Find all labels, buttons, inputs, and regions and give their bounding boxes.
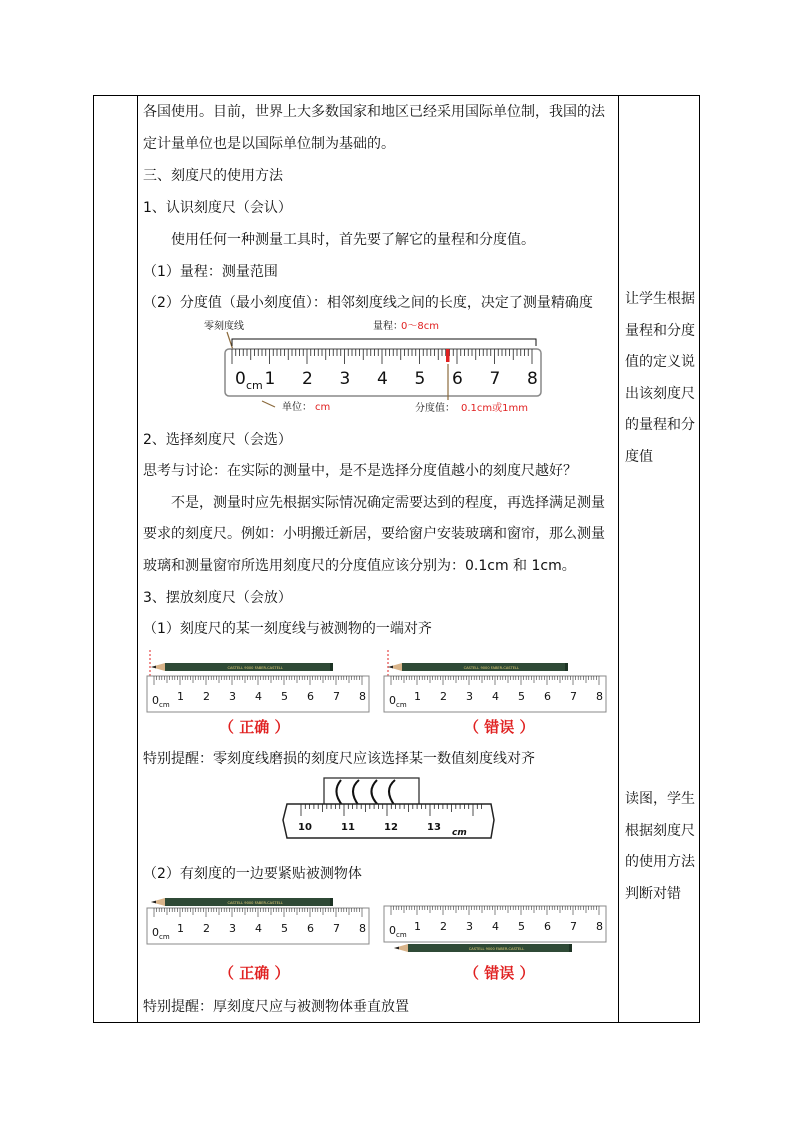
- ruler-number: 3: [339, 369, 351, 389]
- ruler-zero: 0: [152, 694, 159, 707]
- ruler-number: 2: [440, 920, 447, 933]
- small-ruler: [384, 676, 606, 712]
- text-line: 使用任何一种测量工具时，首先要了解它的量程和分度值。: [171, 232, 535, 248]
- range-value: 0～8cm: [401, 321, 439, 332]
- ruler-number: 4: [255, 690, 262, 703]
- alignment-wrong-diagram: [384, 648, 608, 714]
- ruler-number: 6: [544, 690, 551, 703]
- ruler-number: 2: [203, 922, 210, 935]
- ruler-number: 4: [492, 690, 499, 703]
- ruler-number: 5: [281, 690, 288, 703]
- side-note-line: 量程和分度: [625, 322, 695, 339]
- text-line: 玻璃和测量窗帘所选用刻度尺的分度值应该分别为：0.1cm 和 1cm。: [143, 558, 576, 574]
- ruler-number: 4: [255, 922, 262, 935]
- ruler-number: 4: [377, 369, 388, 389]
- unit-label: 单位：: [282, 402, 312, 413]
- ruler-number: 3: [229, 922, 236, 935]
- ruler-number: 5: [518, 690, 525, 703]
- ruler-zero: 0: [389, 924, 396, 937]
- caption-correct: （ 正确 ）: [219, 964, 290, 982]
- text-line: （1）量程：测量范围: [143, 264, 278, 280]
- caption-wrong: （ 错误 ）: [464, 718, 535, 736]
- text-line: 不是，测量时应先根据实际情况确定需要达到的程度，再选择满足测量: [171, 495, 605, 511]
- caption-correct: （ 正确 ）: [219, 718, 290, 736]
- ruler-number: 3: [466, 690, 473, 703]
- ruler-number: 1: [414, 920, 421, 933]
- section-heading: 三、刻度尺的使用方法: [143, 168, 283, 184]
- ruler-number: 7: [489, 369, 501, 389]
- ruler-cm: cm: [159, 701, 170, 709]
- ruler-number: 8: [359, 690, 366, 703]
- small-ruler: [147, 676, 369, 712]
- ruler-number: 5: [414, 369, 426, 389]
- ruler-number: 5: [281, 922, 288, 935]
- zero-line-label: 零刻度线: [204, 321, 244, 332]
- ruler-number: 3: [466, 920, 473, 933]
- ruler-cm: cm: [246, 379, 263, 392]
- edge-correct-diagram: [147, 896, 371, 962]
- main-content: [139, 96, 617, 1022]
- side-note-line: 值的定义说: [625, 354, 695, 370]
- text-line: 定计量单位也是以国际单位制为基础的。: [143, 136, 395, 152]
- ruler-number: 3: [229, 690, 236, 703]
- ruler-number: 7: [333, 922, 340, 935]
- ruler-number: 2: [302, 369, 313, 389]
- pencil: [151, 663, 333, 671]
- side-note-line: 度值: [625, 448, 653, 465]
- side-note-line: 的使用方法: [625, 854, 695, 870]
- worn-ruler-diagram: [279, 776, 499, 852]
- range-label: 量程：: [373, 321, 403, 332]
- ruler-number: 6: [544, 920, 551, 933]
- pencil: [388, 663, 568, 671]
- text-line: （2）有刻度的一边要紧贴被测物体: [143, 866, 362, 882]
- ruler-number: 6: [452, 369, 463, 389]
- ruler-number: 8: [527, 369, 538, 389]
- svg-text:CASTELL 9000 FABER-CASTELL: CASTELL 9000 FABER-CASTELL: [468, 947, 525, 951]
- sub-heading: 1、认识刻度尺（会认）: [143, 200, 292, 216]
- worn-ruler-number: 12: [384, 822, 398, 833]
- text-line: （1）刻度尺的某一刻度线与被测物的一端对齐: [143, 621, 432, 637]
- ruler-zero: 0: [235, 369, 246, 389]
- ruler-number: 1: [264, 369, 276, 389]
- text-line: 思考与讨论：在实际的测量中，是不是选择分度值越小的刻度尺越好？: [143, 463, 577, 479]
- ruler-number: 4: [492, 920, 499, 933]
- division-highlight: [446, 349, 450, 362]
- ruler-number: 7: [333, 690, 340, 703]
- worn-ruler-number: 11: [341, 822, 355, 833]
- side-note-line: 的量程和分: [625, 417, 695, 433]
- ruler-zero: 0: [389, 694, 396, 707]
- caption-wrong: （ 错误 ）: [464, 964, 535, 982]
- ruler-number: 6: [307, 690, 314, 703]
- ruler-number: 7: [570, 690, 577, 703]
- ruler-number: 5: [518, 920, 525, 933]
- ruler-cm: cm: [396, 931, 407, 939]
- text-line: （2）分度值（最小刻度值）：相邻刻度线之间的长度，决定了测量精确度: [143, 295, 593, 311]
- unit-value: cm: [315, 402, 331, 413]
- worn-ruler-number: 13: [427, 822, 441, 833]
- ruler-number: 1: [177, 922, 184, 935]
- ruler-number: 8: [596, 690, 603, 703]
- worn-ruler-unit: cm: [452, 828, 467, 838]
- division-value: 0.1cm或1mm: [461, 403, 528, 414]
- tip-text: 特别提醒：厚刻度尺应与被测物体垂直放置: [143, 999, 409, 1015]
- small-ruler: [384, 906, 606, 942]
- ruler-number: 2: [440, 690, 447, 703]
- ruler-zero: 0: [152, 926, 159, 939]
- division-label: 分度值：: [415, 403, 455, 414]
- side-note-line: 判断对错: [625, 885, 681, 902]
- pencil: [151, 898, 333, 906]
- pencil: [394, 944, 572, 952]
- small-ruler: [147, 908, 369, 944]
- side-note-line: 让学生根据: [625, 291, 695, 307]
- column-divider-left: [137, 96, 138, 1022]
- alignment-correct-diagram: [147, 648, 371, 714]
- ruler-number: 2: [203, 690, 210, 703]
- annotated-ruler-diagram: [139, 316, 617, 416]
- text-line: 各国使用。目前，世界上大多数国家和地区已经采用国际单位制，我国的法: [143, 104, 605, 120]
- lesson-table: [93, 95, 700, 1023]
- ruler-number: 7: [570, 920, 577, 933]
- ruler-number: 8: [359, 922, 366, 935]
- column-divider-right: [618, 96, 619, 1022]
- svg-text:CASTELL 9000 FABER-CASTELL: CASTELL 9000 FABER-CASTELL: [227, 901, 283, 905]
- side-note-line: 出该刻度尺: [625, 385, 695, 402]
- ruler-number: 8: [596, 920, 603, 933]
- ruler-number: 1: [177, 690, 184, 703]
- ruler-cm: cm: [159, 933, 170, 941]
- side-note-2: [625, 784, 703, 910]
- text-line: 要求的刻度尺。例如：小明搬迁新居，要给窗户安装玻璃和窗帘，那么测量: [143, 526, 605, 542]
- sub-heading: 3、摆放刻度尺（会放）: [143, 590, 292, 606]
- side-note-1: [625, 284, 703, 473]
- svg-text:CASTELL 9000 FABER-CASTELL: CASTELL 9000 FABER-CASTELL: [463, 666, 520, 670]
- svg-text:CASTELL 9000 FABER-CASTELL: CASTELL 9000 FABER-CASTELL: [227, 666, 283, 670]
- ruler-number: 6: [307, 922, 314, 935]
- sub-heading: 2、选择刻度尺（会选）: [143, 432, 292, 448]
- tip-text: 特别提醒：零刻度线磨损的刻度尺应该选择某一数值刻度线对齐: [143, 751, 535, 767]
- ruler-number: 1: [414, 690, 421, 703]
- side-note-line: 根据刻度尺: [625, 822, 695, 839]
- worn-ruler-number: 10: [298, 822, 312, 833]
- ruler-cm: cm: [396, 701, 407, 709]
- side-note-line: 读图，学生: [625, 791, 695, 807]
